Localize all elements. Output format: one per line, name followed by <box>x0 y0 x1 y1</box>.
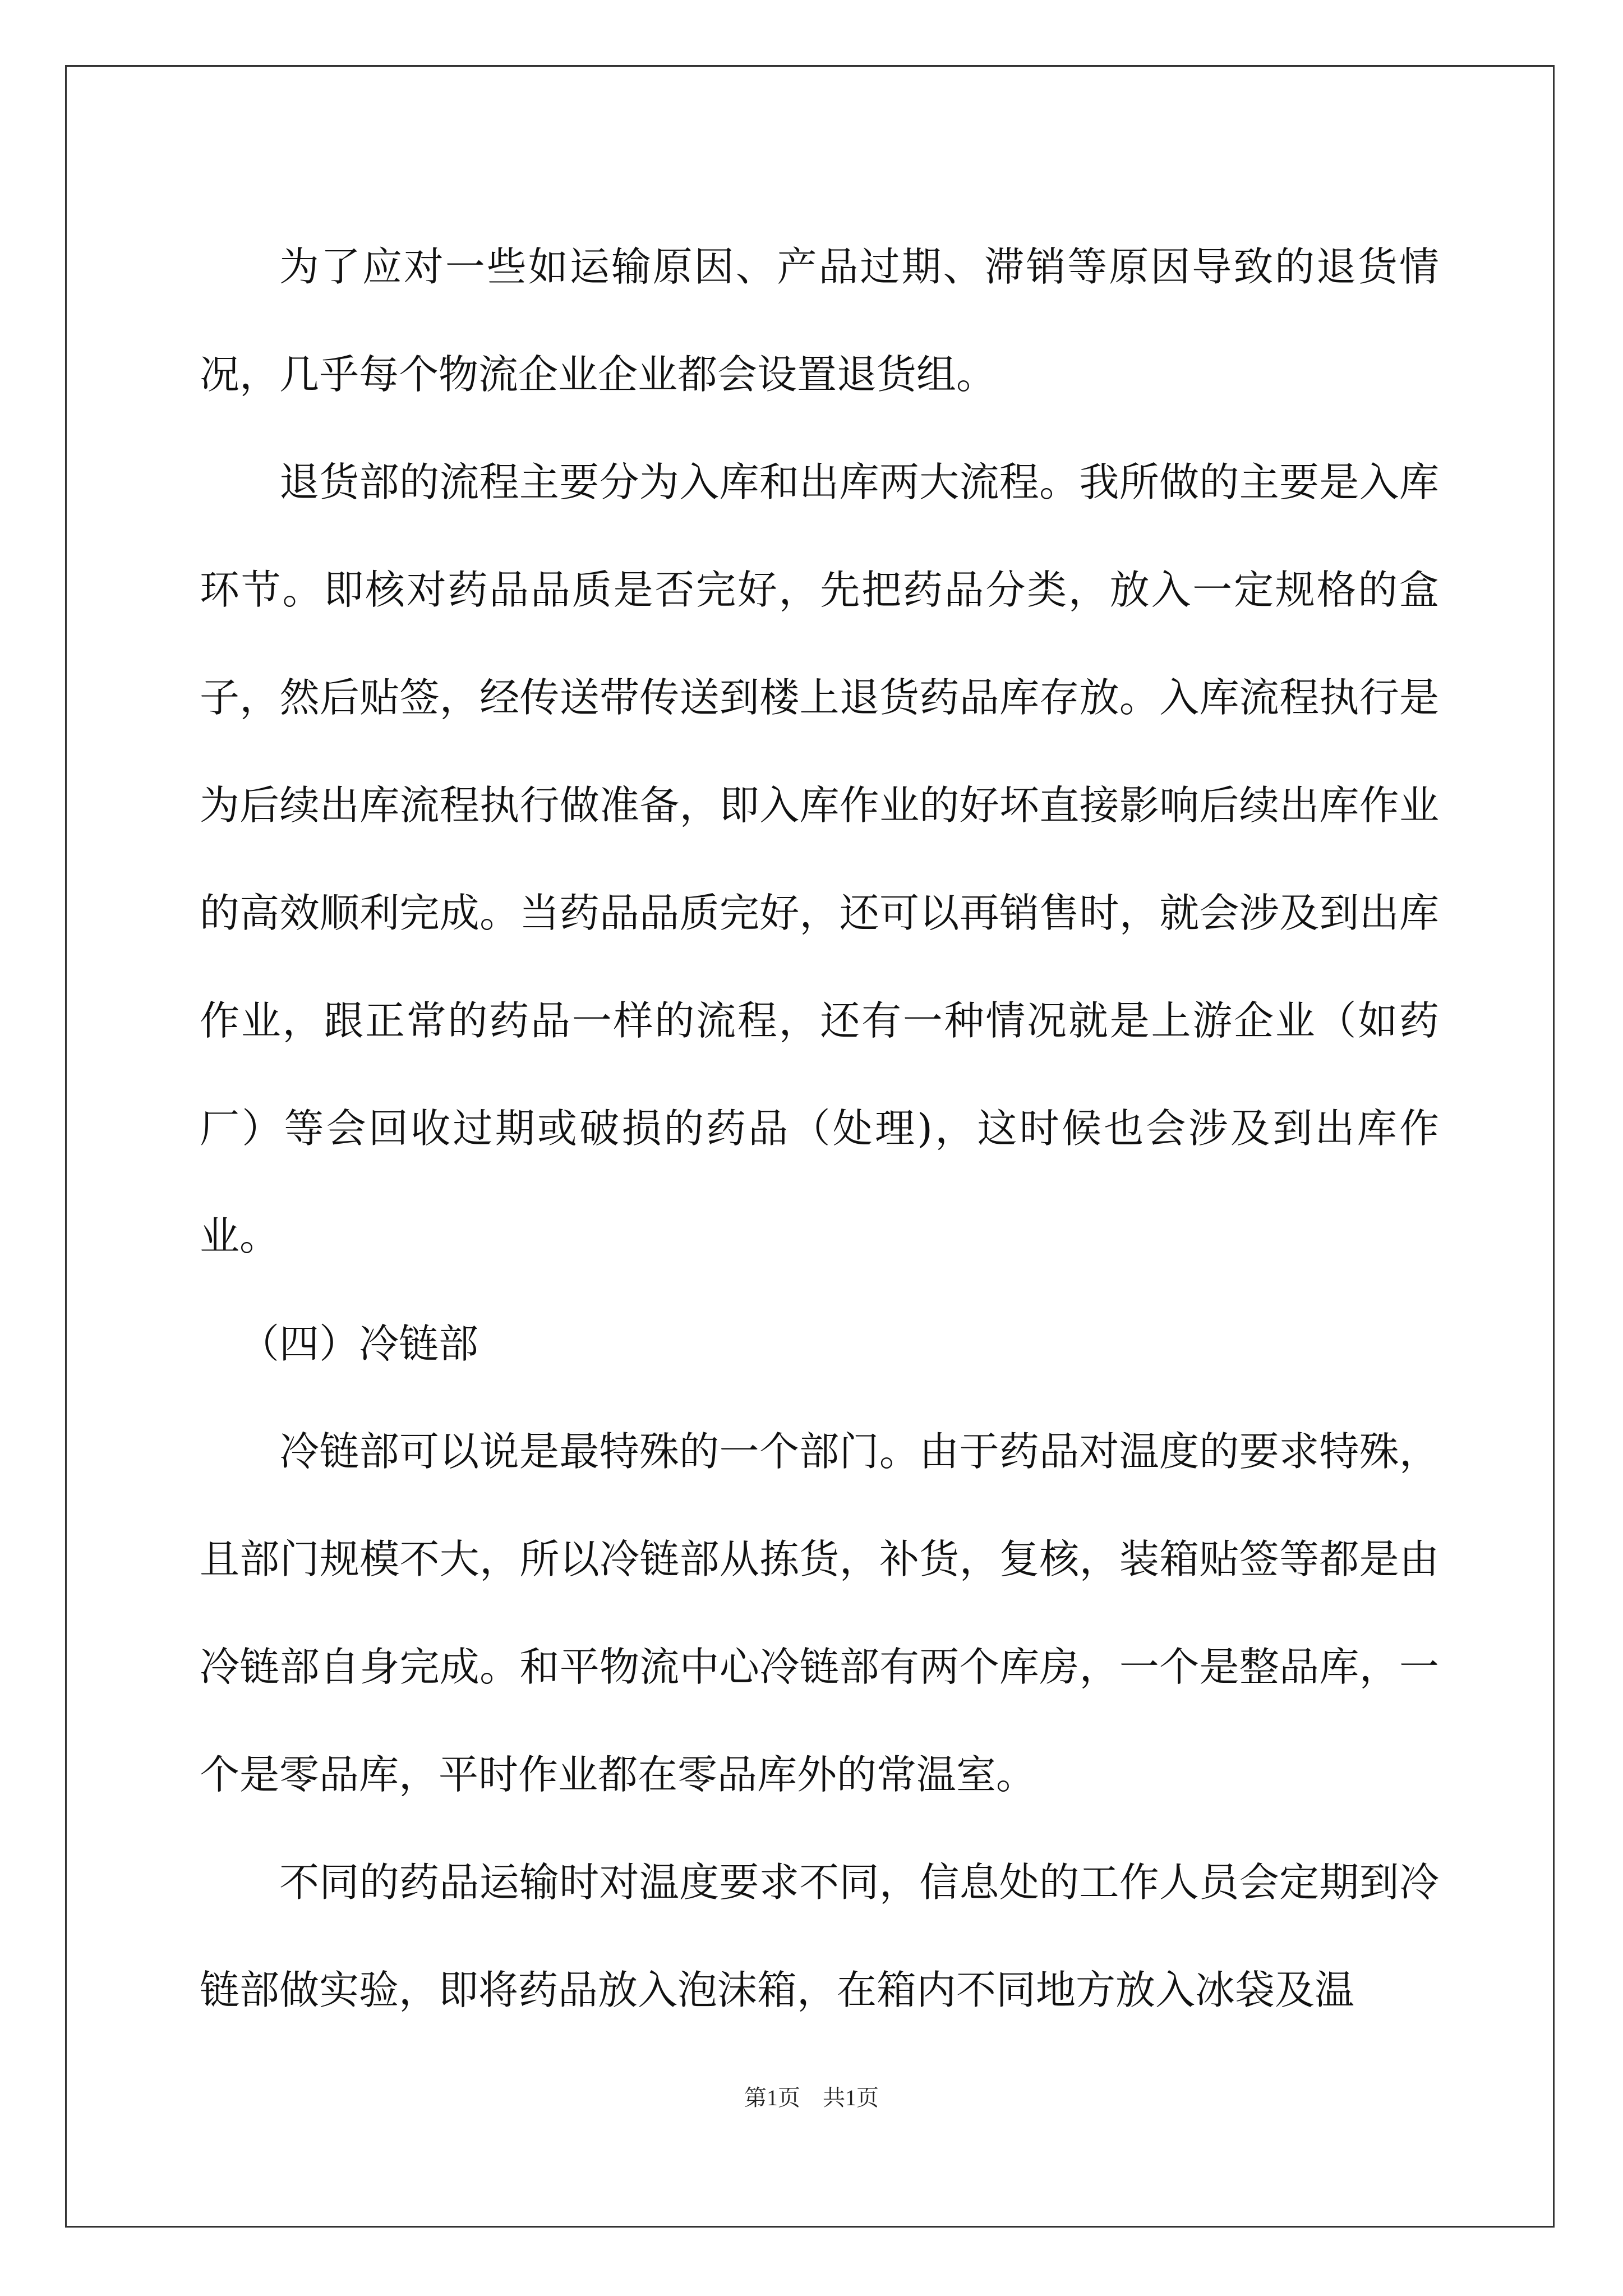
document-body <box>200 213 1439 2044</box>
page-number-footer: 第1页 共1页 <box>744 2085 879 2110</box>
paragraph-returns-process: 退货部的流程主要分为入库和出库两大流程。我所做的主要是入库环节。即核对药品品质是否完好，先把药品分类，放入一定规格的盒子，然后贴签，经传送带传送到楼上退货药品库存放。入库流程执行是为后续出库流程执行做准备，即入库作业的好坏直接影响后续出库作业的高效顺利完成。当药品品质完好，还可以再销售时，就会涉及到出库作业，跟正常的药品一样的流程，还有一种情况就是上游企业（如药厂）等会回收过期或破损的药品（处理)，这时候也会涉及到出库作业。 <box>200 459 1439 1259</box>
paragraph-temperature-testing: 不同的药品运输时对温度要求不同，信息处的工作人员会定期到冷链部做实验，即将药品放入泡沫箱，在箱内不同地方放入冰袋及温 <box>200 1859 1439 2013</box>
paragraph-cold-chain-intro: 冷链部可以说是最特殊的一个部门。由于药品对温度的要求特殊，且部门规模不大，所以冷链部从拣货，补货，复核，装箱贴签等都是由冷链部自身完成。和平物流中心冷链部有两个库房，一个是整品库，一个是零品库，平时作业都在零品库外的常温室。 <box>200 1428 1439 1798</box>
section-heading-cold-chain: （四）冷链部 <box>239 1320 479 1367</box>
paragraph-returns-intro: 为了应对一些如运输原因、产品过期、滞销等原因导致的退货情况，几乎每个物流企业企业都会设置退货组。 <box>200 243 1439 398</box>
